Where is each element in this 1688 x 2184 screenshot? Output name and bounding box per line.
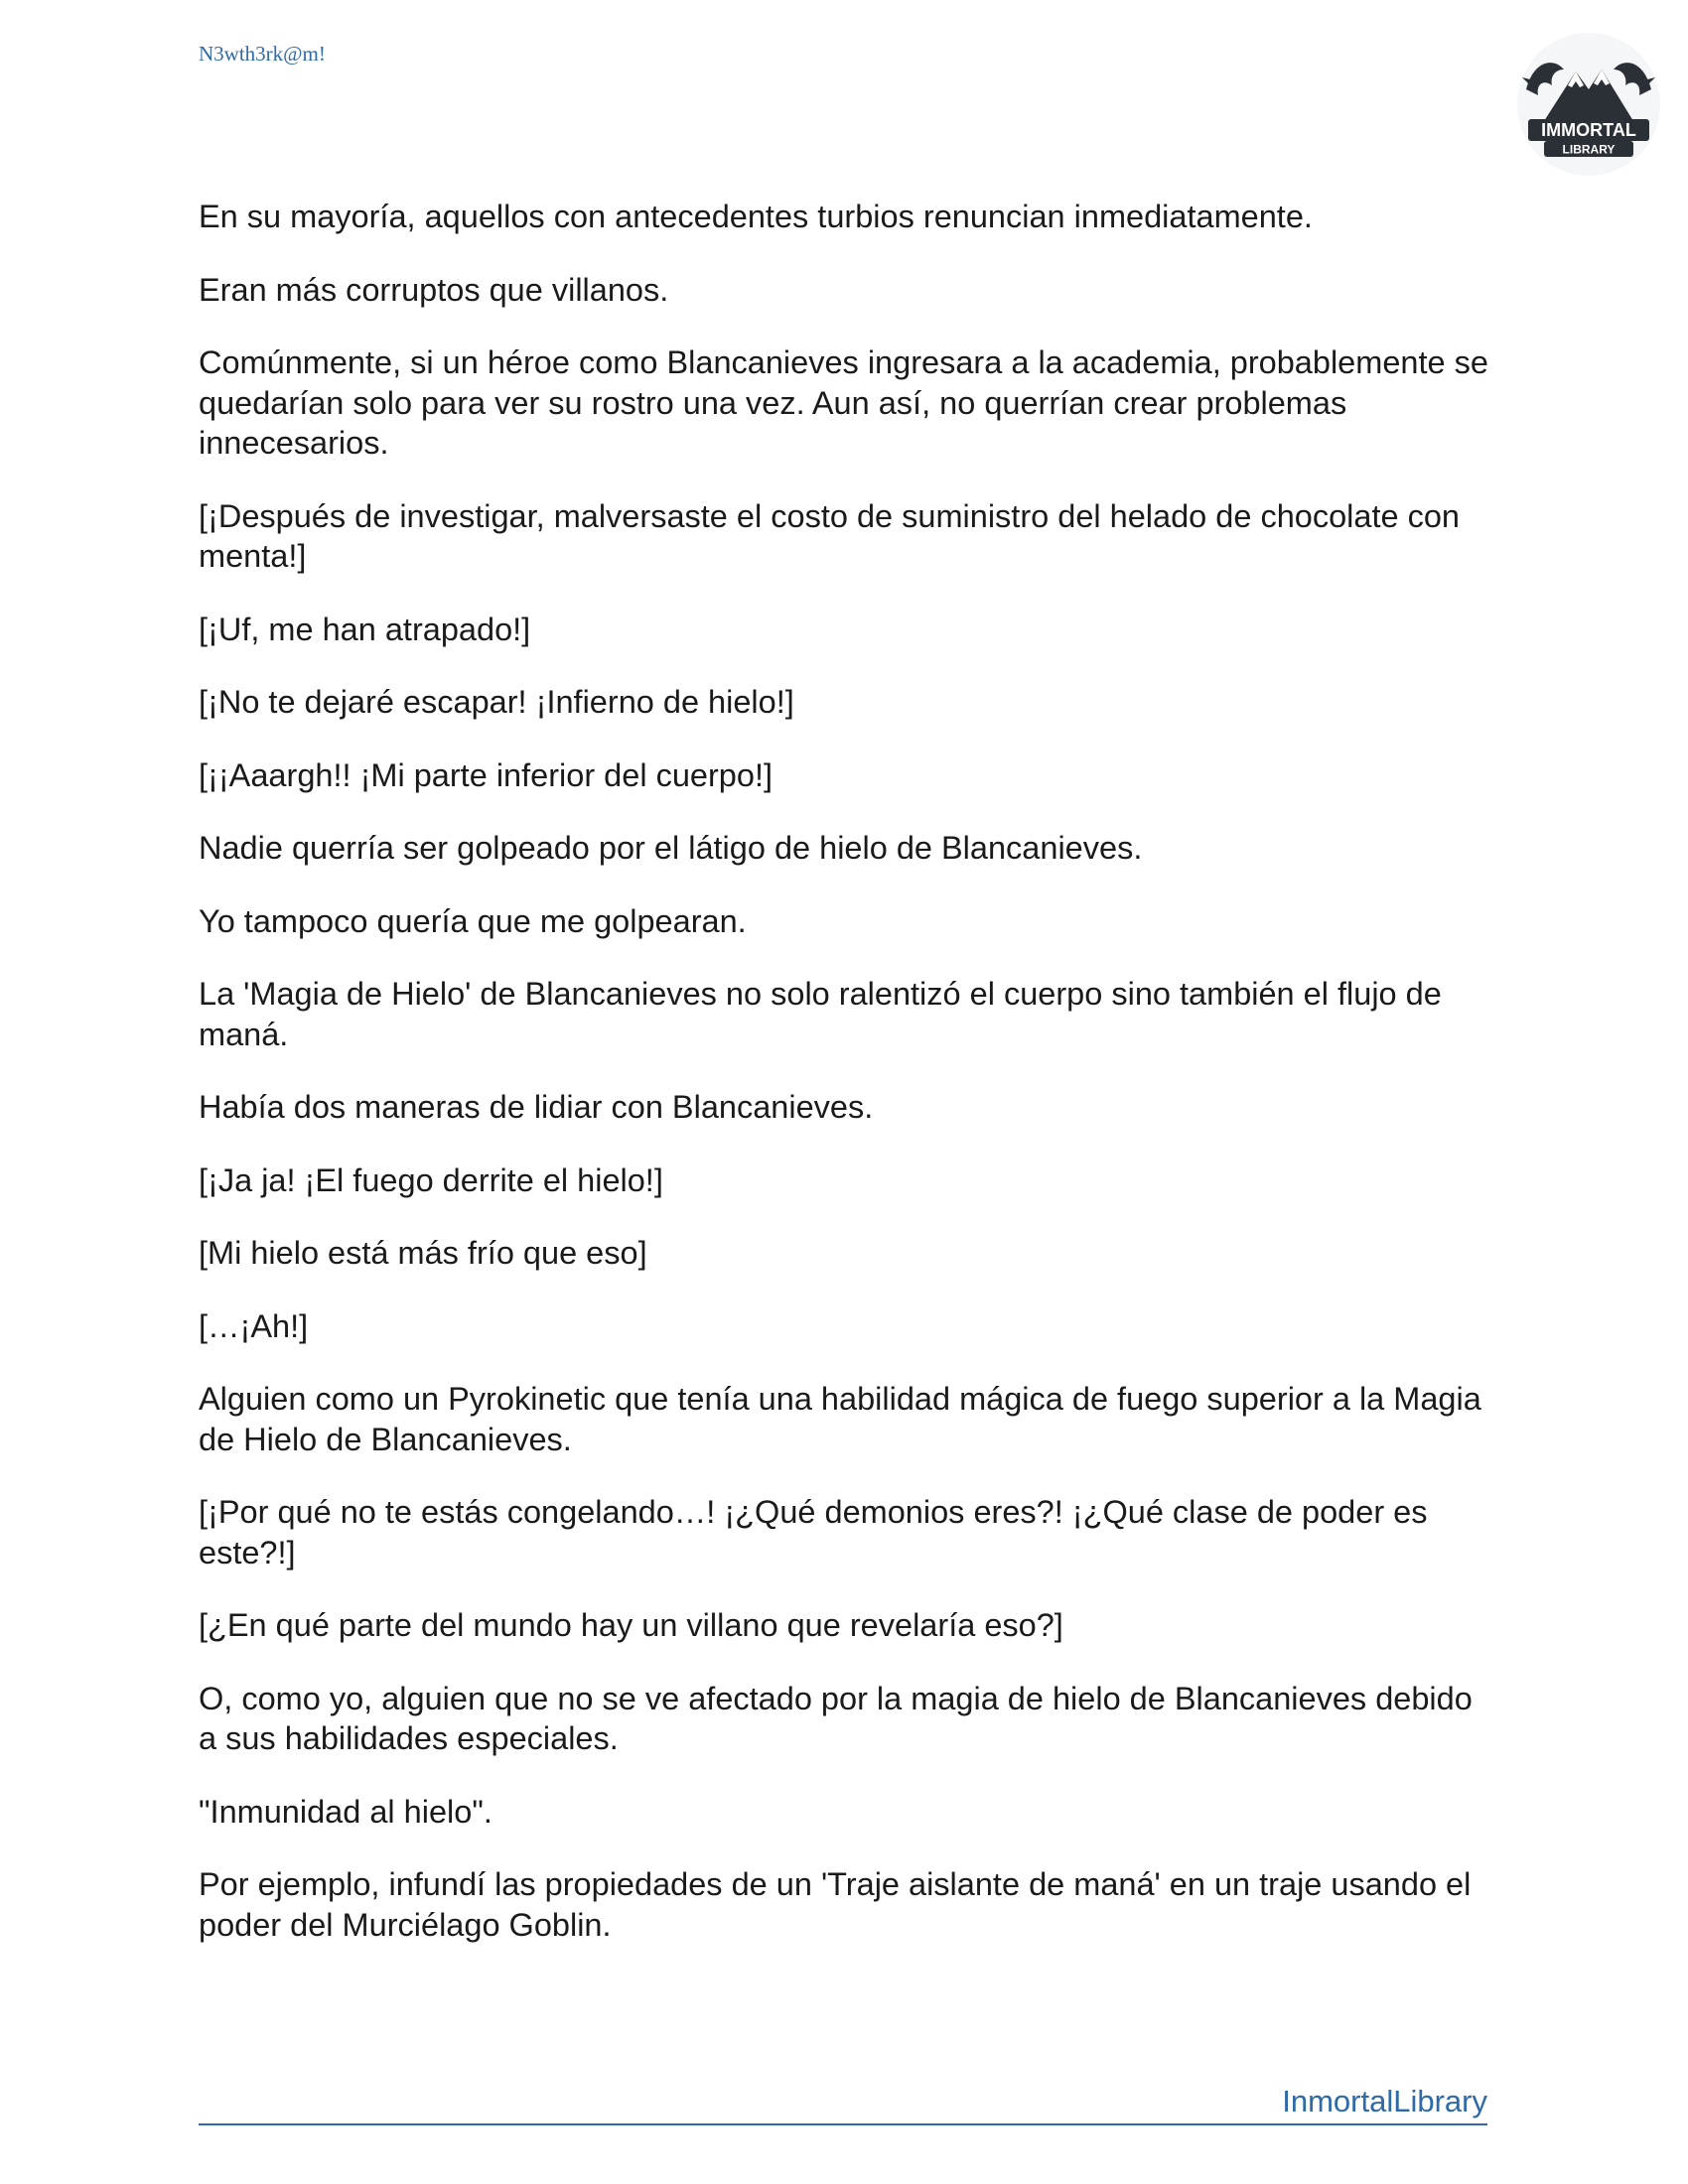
logo-line2: LIBRARY	[1562, 142, 1616, 157]
document-body	[199, 197, 1489, 1978]
paragraph: En su mayoría, aquellos con antecedentes turbios renuncian inmediatamente.	[199, 199, 1313, 234]
paragraph: Comúnmente, si un héroe como Blancanieves ingresara a la academia, probablemente se quedarían solo para ver su rostro una vez. Aun así, no querrían crear problemas innecesarios.	[199, 344, 1488, 461]
paragraph: [¡¡Aaargh!! ¡Mi parte inferior del cuerpo!]	[199, 756, 774, 793]
paragraph: Por ejemplo, infundí las propiedades de un 'Traje aislante de maná' en un traje usando el poder del Murciélago Goblin.	[199, 1866, 1472, 1943]
paragraph: [¡Uf, me han atrapado!]	[199, 611, 531, 647]
paragraph: Había dos maneras de lidiar con Blancanieves.	[199, 1089, 874, 1125]
paragraph: [¿En qué parte del mundo hay un villano que revelaría eso?]	[199, 1607, 1063, 1643]
paragraph: Yo tampoco quería que me golpearan.	[199, 902, 747, 939]
immortal-library-logo-icon	[1514, 30, 1663, 179]
footer-link[interactable]: InmortalLibrary	[199, 2080, 1487, 2125]
paragraph: […¡Ah!]	[199, 1307, 309, 1344]
paragraph: [¡Después de investigar, malversaste el costo de suministro del helado de chocolate con menta!]	[199, 497, 1461, 574]
paragraph: Nadie querría ser golpeado por el látigo de hielo de Blancanieves.	[199, 830, 1143, 866]
paragraph: Alguien como un Pyrokinetic que tenía una habilidad mágica de fuego superior a la Magia de Hielo de Blancanieves.	[199, 1381, 1481, 1457]
paragraph: Eran más corruptos que villanos.	[199, 271, 669, 308]
logo-line1: IMMORTAL	[1541, 120, 1636, 140]
paragraph: [Mi hielo está más frío que eso]	[199, 1235, 647, 1271]
paragraph: O, como yo, alguien que no se ve afectado por la magia de hielo de Blancanieves debido a sus habilidades especiales.	[199, 1680, 1473, 1756]
paragraph: La 'Magia de Hielo' de Blancanieves no solo ralentizó el cuerpo sino también el flujo de maná.	[199, 976, 1442, 1052]
header-tag: N3wth3rk@m!	[199, 42, 326, 66]
paragraph: [¡No te dejaré escapar! ¡Infierno de hielo!]	[199, 684, 794, 720]
paragraph: "Inmunidad al hielo".	[199, 1793, 492, 1830]
paragraph: [¡Por qué no te estás congelando…! ¡¿Qué demonios eres?! ¡¿Qué clase de poder es este?!]	[199, 1494, 1428, 1570]
paragraph: [¡Ja ja! ¡El fuego derrite el hielo!]	[199, 1161, 663, 1198]
